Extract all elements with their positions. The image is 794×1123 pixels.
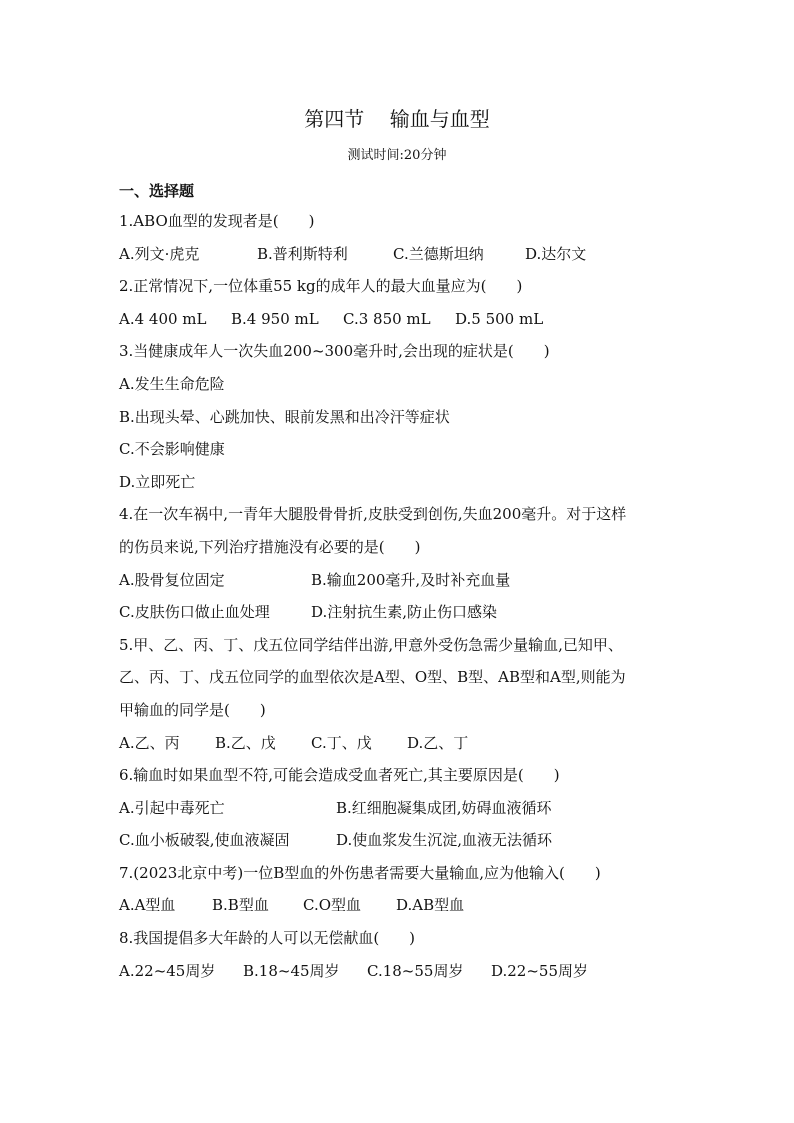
q5-option-c: C.丁、戊	[311, 733, 372, 752]
q8-option-b: B.18~45周岁	[243, 961, 340, 980]
page-title: 第四节 输血与血型	[304, 107, 490, 131]
q3-option-c: C.不会影响健康	[119, 440, 225, 459]
q5-stem-line3: 甲输血的同学是( )	[119, 700, 266, 719]
q4-stem-line2: 的伤员来说,下列治疗措施没有必要的是( )	[119, 537, 421, 556]
question-list	[119, 209, 679, 991]
q8-option-a: A.22~45周岁	[119, 961, 216, 980]
q7-option-d: D.AB型血	[396, 896, 465, 915]
q7-option-b: B.B型血	[212, 896, 269, 915]
q1-option-d: D.达尔文	[525, 244, 587, 263]
q4-option-b: B.输血200毫升,及时补充血量	[311, 570, 511, 589]
q1-options	[119, 242, 679, 275]
q1-option-a: A.列文·虎克	[119, 244, 200, 263]
q7-stem: 7.(2023北京中考)一位B型血的外伤患者需要大量输血,应为他输入( )	[119, 863, 601, 882]
q5-stem-line1: 5.甲、乙、丙、丁、戊五位同学结伴出游,甲意外受伤急需少量输血,已知甲、	[119, 635, 623, 654]
q6-stem: 6.输血时如果血型不符,可能会造成受血者死亡,其主要原因是( )	[119, 766, 560, 785]
q8-option-d: D.22~55周岁	[491, 961, 589, 980]
q8-stem: 8.我国提倡多大年龄的人可以无偿献血( )	[119, 929, 416, 948]
q1-stem: 1.ABO血型的发现者是( )	[119, 212, 315, 230]
q4-option-c: C.皮肤伤口做止血处理	[119, 603, 270, 622]
q5-option-a: A.乙、丙	[119, 733, 180, 752]
q2-option-a: A.4 400 mL	[119, 309, 207, 328]
q6-option-b: B.红细胞凝集成团,妨碍血液循环	[336, 798, 552, 817]
q3-option-d: D.立即死亡	[119, 472, 196, 491]
q3-stem: 3.当健康成年人一次失血200~300毫升时,会出现的症状是( )	[119, 342, 550, 361]
q4-stem-line1: 4.在一次车祸中,一青年大腿股骨骨折,皮肤受到创伤,失血200毫升。对于这样	[119, 505, 627, 524]
test-time: 测试时间:20分钟	[347, 148, 447, 163]
q6-options-row2	[119, 828, 679, 861]
q2-option-b: B.4 950 mL	[231, 309, 319, 328]
q4-option-d: D.注射抗生素,防止伤口感染	[311, 603, 498, 622]
q6-option-d: D.使血浆发生沉淀,血液无法循环	[336, 831, 553, 850]
q5-stem-line2: 乙、丙、丁、戊五位同学的血型依次是A型、O型、B型、AB型和A型,则能为	[119, 668, 626, 687]
q6-options-row1	[119, 796, 679, 829]
q8-option-c: C.18~55周岁	[367, 961, 464, 980]
q5-option-b: B.乙、戊	[215, 733, 276, 752]
q3-option-b: B.出现头晕、心跳加快、眼前发黑和出冷汗等症状	[119, 407, 450, 426]
q4-option-a: A.股骨复位固定	[119, 570, 225, 589]
q4-options-row1	[119, 568, 679, 601]
q4-options-row2	[119, 600, 679, 633]
q5-options	[119, 731, 679, 764]
q1-option-b: B.普利斯特利	[257, 244, 348, 263]
q6-option-c: C.血小板破裂,使血液凝固	[119, 831, 290, 850]
q5-option-d: D.乙、丁	[407, 733, 469, 752]
q2-stem: 2.正常情况下,一位体重55 kg的成年人的最大血量应为( )	[119, 277, 523, 296]
q2-options	[119, 307, 679, 340]
section-heading: 一、选择题	[119, 182, 195, 200]
q8-options	[119, 959, 679, 992]
q7-options	[119, 893, 679, 926]
q6-option-a: A.引起中毒死亡	[119, 798, 225, 817]
q2-option-c: C.3 850 mL	[343, 309, 431, 328]
q3-option-a: A.发生生命危险	[119, 374, 225, 393]
q1-option-c: C.兰德斯坦纳	[393, 244, 484, 263]
q2-option-d: D.5 500 mL	[455, 309, 544, 328]
q7-option-c: C.O型血	[303, 896, 362, 915]
q7-option-a: A.A型血	[119, 896, 176, 915]
